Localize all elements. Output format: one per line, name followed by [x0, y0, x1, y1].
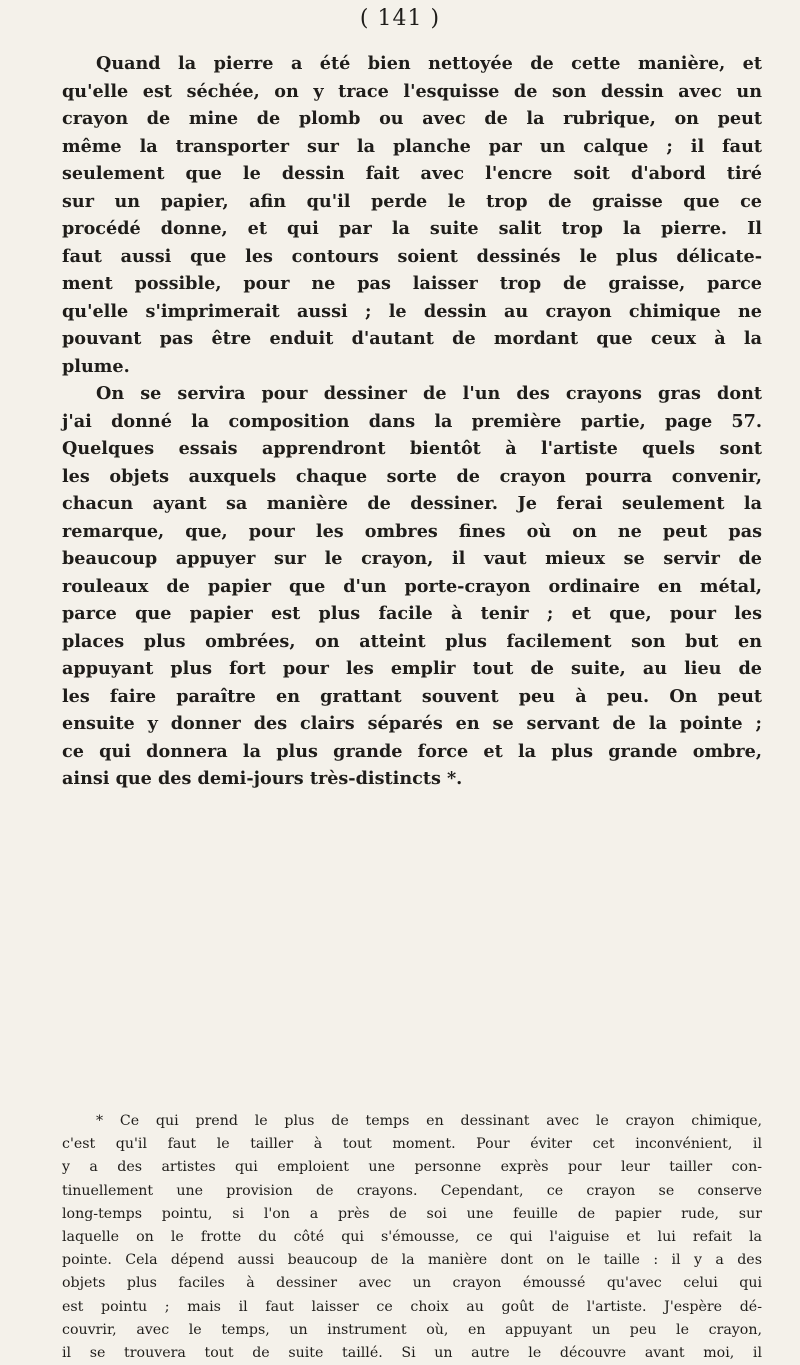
body-text	[62, 50, 762, 793]
page-number: ( 141 )	[359, 6, 441, 31]
text-line: les faire paraître en grattant souvent peu à peu. On peut	[62, 685, 762, 707]
text-line: ment possible, pour ne pas laisser trop de graisse, parce	[62, 273, 762, 294]
text-line: procédé donne, et qui par la suite salit trop la pierre. Il	[62, 218, 762, 239]
text-line: parce que papier est plus facile à tenir ; et que, pour les	[62, 603, 762, 624]
text-line: sur un papier, afin qu'il perde le trop de graisse que ce	[62, 190, 762, 212]
footnote-line: tinuellement une provision de crayons. Cependant, ce crayon se conserve	[62, 1182, 762, 1199]
paragraph-1	[62, 50, 762, 380]
text-line: même la transporter sur la planche par un calque ; il faut	[62, 135, 762, 157]
footnote-line: long-temps pointu, si l'on a près de soi une feuille de papier rude, sur	[62, 1205, 762, 1222]
paragraph-2	[62, 380, 762, 793]
text-line: beaucoup appuyer sur le crayon, il vaut mieux se servir de	[62, 548, 762, 569]
text-line: faut aussi que les contours soient dessinés le plus délicate-	[62, 245, 762, 267]
text-line: rouleaux de papier que d'un porte-crayon ordinaire en métal,	[62, 575, 762, 597]
text-line: Quelques essais apprendront bientôt à l'artiste quels sont	[62, 438, 762, 459]
text-line: ce qui donnera la plus grande force et la plus grande ombre,	[62, 740, 762, 762]
text-line: ensuite y donner des clairs séparés en se servant de la pointe ;	[62, 713, 762, 734]
text-line: ainsi que des demi-jours très-distincts *.	[62, 768, 463, 789]
footnote-line: objets plus faciles à dessiner avec un crayon émoussé qu'avec celui qui	[62, 1275, 762, 1292]
text-line: crayon de mine de plomb ou avec de la rubrique, on peut	[62, 108, 762, 129]
text-line: places plus ombrées, on atteint plus facilement son but en	[62, 630, 762, 652]
text-line: Quand la pierre a été bien nettoyée de cette manière, et	[96, 53, 762, 74]
text-line: qu'elle est séchée, on y trace l'esquisse de son dessin avec un	[62, 80, 762, 102]
text-line: seulement que le dessin fait avec l'encre soit d'abord tiré	[62, 163, 762, 184]
text-line: pouvant pas être enduit d'autant de mordant que ceux à la	[62, 328, 762, 349]
footnote-line: est pointu ; mais il faut laisser ce choix au goût de l'artiste. J'espère dé-	[62, 1298, 762, 1315]
footnote	[62, 1110, 762, 1365]
footnote-line: couvrir, avec le temps, un instrument où, en appuyant un peu le crayon,	[62, 1321, 762, 1338]
text-line: j'ai donné la composition dans la première partie, page 57.	[62, 410, 762, 432]
text-line: remarque, que, pour les ombres fines où on ne peut pas	[62, 520, 762, 542]
text-line: plume.	[62, 355, 130, 377]
text-line: les objets auxquels chaque sorte de crayon pourra convenir,	[62, 465, 762, 487]
text-line: qu'elle s'imprimerait aussi ; le dessin au crayon chimique ne	[62, 300, 762, 322]
text-line: chacun ayant sa manière de dessiner. Je ferai seulement la	[62, 493, 762, 514]
footnote-line: y a des artistes qui emploient une personne exprès pour leur tailler con-	[62, 1159, 762, 1176]
footnote-line: laquelle on le frotte du côté qui s'émousse, ce qui l'aiguise et lui refait la	[62, 1228, 762, 1245]
footnote-line: c'est qu'il faut le tailler à tout moment. Pour éviter cet inconvénient, il	[62, 1136, 762, 1153]
text-line: On se servira pour dessiner de l'un des crayons gras dont	[96, 383, 762, 404]
footnote-line: il se trouvera tout de suite taillé. Si un autre le découvre avant moi, il	[62, 1344, 762, 1361]
text-line: appuyant plus fort pour les emplir tout de suite, au lieu de	[62, 658, 762, 679]
footnote-line: pointe. Cela dépend aussi beaucoup de la manière dont on le taille : il y a des	[62, 1252, 762, 1269]
footnote-line: * Ce qui prend le plus de temps en dessinant avec le crayon chimique,	[96, 1113, 762, 1129]
